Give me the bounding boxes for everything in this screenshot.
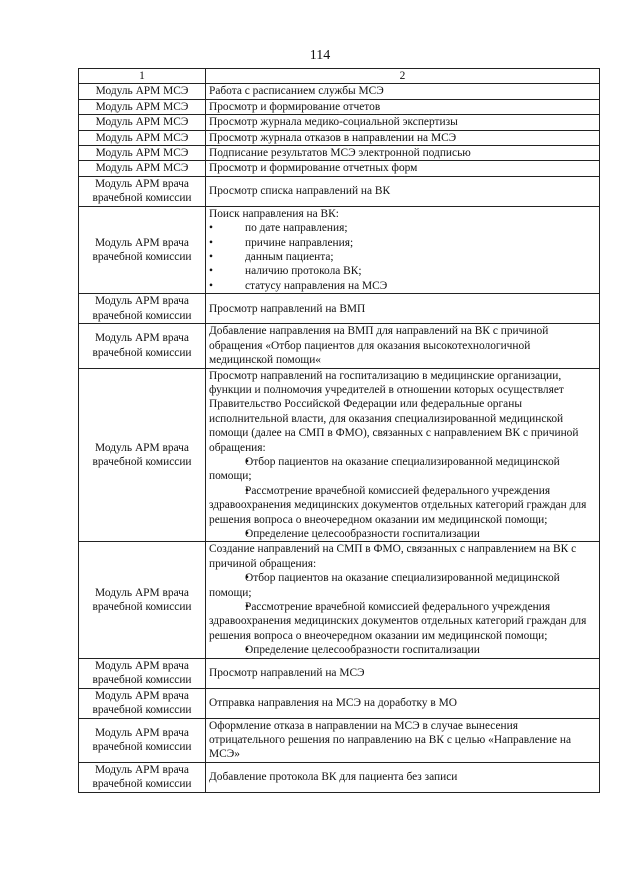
bullet-item: • Рассмотрение врачебной комиссией федерального учреждения здравоохранения медицинских документов отдельных категорий граждан для решения вопроса о внеочередном оказании им медицинской помощи;	[209, 600, 596, 643]
bullet-item: • Отбор пациентов на оказание специализированной медицинской помощи;	[209, 455, 596, 484]
module-cell: Модуль АРМ МСЭ	[79, 161, 206, 176]
table-row	[79, 84, 600, 99]
function-cell: Добавление направления на ВМП для направлений на ВК с причиной обращения «Отбор пациентов для оказания высокотехнологичной медицинской помощи«	[206, 324, 600, 368]
table-header-row	[79, 69, 600, 84]
function-cell: Просмотр направлений на ВМП	[206, 294, 600, 324]
bullet-item: • по дате направления;	[209, 221, 596, 235]
module-cell: Модуль АРМ врача врачебной комиссии	[79, 324, 206, 368]
function-cell: Добавление протокола ВК для пациента без записи	[206, 762, 600, 792]
function-cell: Просмотр списка направлений на ВК	[206, 176, 600, 206]
table-row	[79, 115, 600, 130]
function-cell: Просмотр журнала медико-социальной экспертизы	[206, 115, 600, 130]
page-number: 114	[309, 48, 331, 63]
function-cell: Отправка направления на МСЭ на доработку в МО	[206, 688, 600, 718]
bullet-item: • Отбор пациентов на оказание специализированной медицинской помощи;	[209, 571, 596, 600]
table-row	[79, 688, 600, 718]
bullet-item: • данным пациента;	[209, 250, 596, 264]
module-cell: Модуль АРМ врача врачебной комиссии	[79, 688, 206, 718]
function-cell	[206, 542, 600, 658]
table-row	[79, 294, 600, 324]
table-row	[79, 146, 600, 161]
module-cell: Модуль АРМ врача врачебной комиссии	[79, 294, 206, 324]
module-cell: Модуль АРМ врача врачебной комиссии	[79, 658, 206, 688]
module-cell: Модуль АРМ врача врачебной комиссии	[79, 368, 206, 542]
module-cell: Модуль АРМ врача врачебной комиссии	[79, 718, 206, 762]
function-cell: Просмотр и формирование отчетных форм	[206, 161, 600, 176]
function-cell: Просмотр журнала отказов в направлении на МСЭ	[206, 130, 600, 145]
module-cell: Модуль АРМ МСЭ	[79, 84, 206, 99]
table-row	[79, 718, 600, 762]
table-row	[79, 658, 600, 688]
module-cell: Модуль АРМ врача врачебной комиссии	[79, 206, 206, 293]
module-cell: Модуль АРМ МСЭ	[79, 146, 206, 161]
function-cell	[206, 206, 600, 293]
table-row	[79, 130, 600, 145]
column-header-1: 1	[79, 69, 206, 84]
bullet-item: • наличию протокола ВК;	[209, 264, 596, 278]
module-cell: Модуль АРМ МСЭ	[79, 99, 206, 114]
table-row	[79, 161, 600, 176]
bullet-item: • Определение целесообразности госпитализации	[209, 527, 596, 541]
module-cell: Модуль АРМ врача врачебной комиссии	[79, 762, 206, 792]
table-row	[79, 368, 600, 542]
table-row	[79, 99, 600, 114]
bullet-item: • Рассмотрение врачебной комиссией федерального учреждения здравоохранения медицинских документов отдельных категорий граждан для решения вопроса о внеочередном оказании им медицинской помощи;	[209, 484, 596, 527]
table-row	[79, 176, 600, 206]
table-row	[79, 542, 600, 658]
function-intro: Поиск направления на ВК:	[209, 207, 339, 220]
bullet-item: • статусу направления на МСЭ	[209, 279, 596, 293]
bullet-item: • причине направления;	[209, 236, 596, 250]
table-row	[79, 762, 600, 792]
function-cell: Подписание результатов МСЭ электронной подписью	[206, 146, 600, 161]
function-cell	[206, 368, 600, 542]
function-cell: Просмотр направлений на МСЭ	[206, 658, 600, 688]
function-cell: Просмотр и формирование отчетов	[206, 99, 600, 114]
functions-table	[78, 68, 600, 793]
table-row	[79, 324, 600, 368]
table-row	[79, 206, 600, 293]
function-intro: Создание направлений на СМП в ФМО, связанных с направлением на ВК с причиной обращения:	[209, 543, 577, 570]
column-header-2: 2	[206, 69, 600, 84]
module-cell: Модуль АРМ МСЭ	[79, 130, 206, 145]
function-cell: Оформление отказа в направлении на МСЭ в случае вынесения отрицательного решения по направлению на ВК с целью «Направление на МСЭ»	[206, 718, 600, 762]
module-cell: Модуль АРМ МСЭ	[79, 115, 206, 130]
function-cell: Работа с расписанием службы МСЭ	[206, 84, 600, 99]
function-intro: Просмотр направлений на госпитализацию в медицинские организации, функции и полномочия учредителей в отношении которых осуществляет Правительство Российской Федерации или федеральные органы исполнительной власти, для оказания специализированной медицинской помощи (далее на СМП в ФМО), связанных с направлением ВК с причиной обращения:	[209, 369, 579, 454]
module-cell: Модуль АРМ врача врачебной комиссии	[79, 176, 206, 206]
module-cell: Модуль АРМ врача врачебной комиссии	[79, 542, 206, 658]
bullet-item: • Определение целесообразности госпитализации	[209, 643, 596, 657]
